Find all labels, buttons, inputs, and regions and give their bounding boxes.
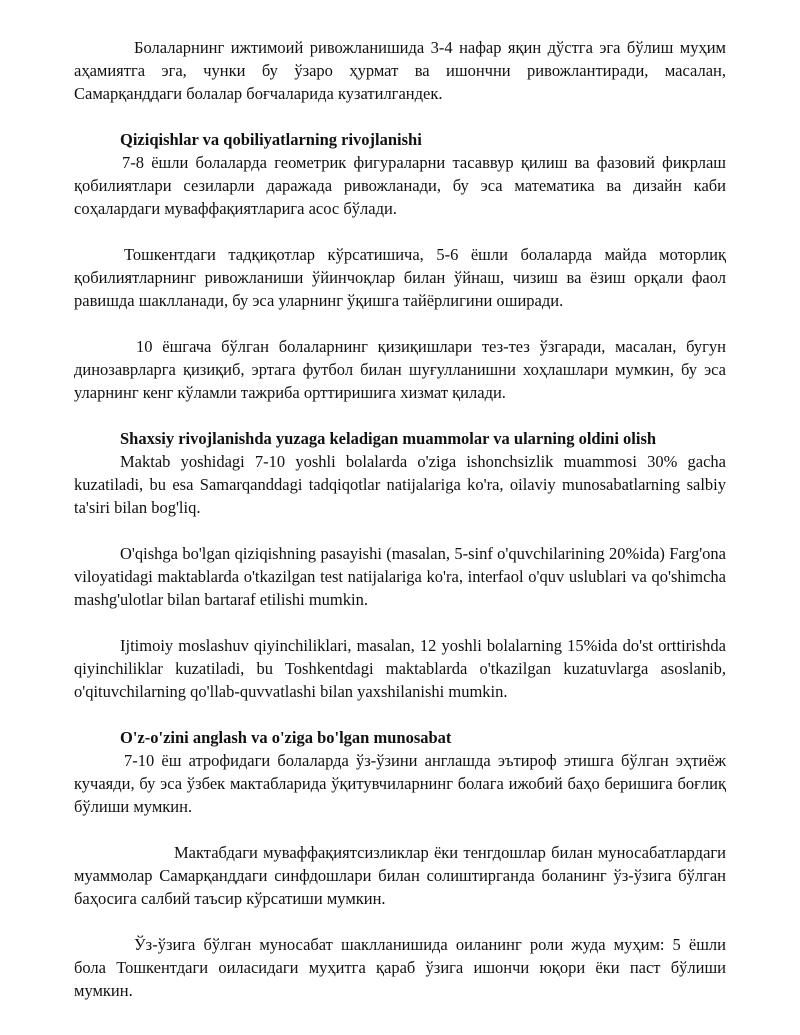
paragraph-reading-interest: O'qishga bo'lgan qiziqishning pasayishi (masalan, 5-sinf o'quvchilarining 20%ida) Farg'ona viloyatidagi maktablarda o'tkazilgan test natijalariga ko'ra, interfaol o'quv uslublari va qo'shimcha mashg'ulotlar bilan bartaraf etilishi mumkin. bbox=[74, 544, 726, 609]
paragraph-geometric-thinking: 7-8 ёшли болаларда геометрик фигураларни тасаввур қилиш ва фазовий фикрлаш қобилиятлари сезиларли даражада ривожланади, бу эса математика ва дизайн каби соҳалардаги муваффақиятларига асос бўлади. bbox=[74, 153, 726, 218]
paragraph-self-doubt: Maktab yoshidagi 7-10 yoshli bolalarda o'ziga ishonchsizlik muammosi 30% gacha kuzatiladi, bu esa Samarqanddagi tadqiqotlar natijalariga ko'ra, oilaviy munosabatlarning salbiy ta'siri bilan bog'liq. bbox=[74, 452, 726, 517]
paragraph-fine-motor: Тошкентдаги тадқиқотлар кўрсатишича, 5-6 ёшли болаларда майда моторлиқ қобилиятларнинг ривожланиши ўйинчоқлар билан ўйнаш, чизиш ва ёзиш орқали фаол равишда шаклланади, бу эса уларнинг ўқишга тайёрлигини оширади. bbox=[74, 245, 726, 310]
paragraph-school-failures: Мактабдаги муваффақиятсизликлар ёки тенгдошлар билан муносабатлардаги муаммолар Самарқанддаги синфдошлари билан солиштирганда боланинг ўз-ўзига бўлган баҳосига салбий таъсир кўрсатиши мумкин. bbox=[74, 843, 726, 908]
paragraph-family-role: Ўз-ўзига бўлган муносабат шаклланишида оиланинг роли жуда муҳим: 5 ёшли бола Тошкентдаги оиласидаги муҳитга қараб ўзига ишончи юқори ёки паст бўлиши мумкин. bbox=[74, 935, 726, 1000]
paragraph-social-friends: Болаларнинг ижтимоий ривожланишида 3-4 нафар яқин дўстга эга бўлиш муҳим аҳамиятга эга, чунки бу ўзаро ҳурмат ва ишончни ривожлантиради, масалан, Самарқанддаги болалар боғчаларида кузатилгандек. bbox=[74, 38, 726, 103]
paragraph-social-adaptation: Ijtimoiy moslashuv qiyinchiliklari, masalan, 12 yoshli bolalarning 15%ida do'st orttirishda qiyinchiliklar kuzatiladi, bu Toshkentdagi maktablarda o'tkazilgan kuzatuvlarga asoslanib, o'qituvchilarning qo'llab-quvvatlashi bilan yaxshilanishi mumkin. bbox=[74, 636, 726, 701]
paragraph-recognition-need: 7-10 ёш атрофидаги болаларда ўз-ўзини англашда эътироф этишга бўлган эҳтиёж кучаяди, бу эса ўзбек мактабларида ўқитувчиларнинг болага ижобий баҳо беришига боғлиқ бўлиши мумкин. bbox=[74, 751, 726, 816]
heading-interests-abilities: Qiziqishlar va qobiliyatlarning rivojlanishi bbox=[120, 130, 422, 149]
heading-personal-problems: Shaxsiy rivojlanishda yuzaga keladigan muammolar va ularning oldini olish bbox=[120, 429, 657, 448]
paragraph-changing-interests: 10 ёшгача бўлган болаларнинг қизиқишлари тез-тез ўзгаради, масалан, бугун динозаврларга қизиқиб, эртага футбол билан шуғулланишни хоҳлашлари мумкин, бу эса уларнинг кенг кўламли тажриба орттиришига хизмат қилади. bbox=[74, 337, 726, 402]
heading-self-awareness: O'z-o'zini anglash va o'ziga bo'lgan munosabat bbox=[120, 728, 452, 747]
